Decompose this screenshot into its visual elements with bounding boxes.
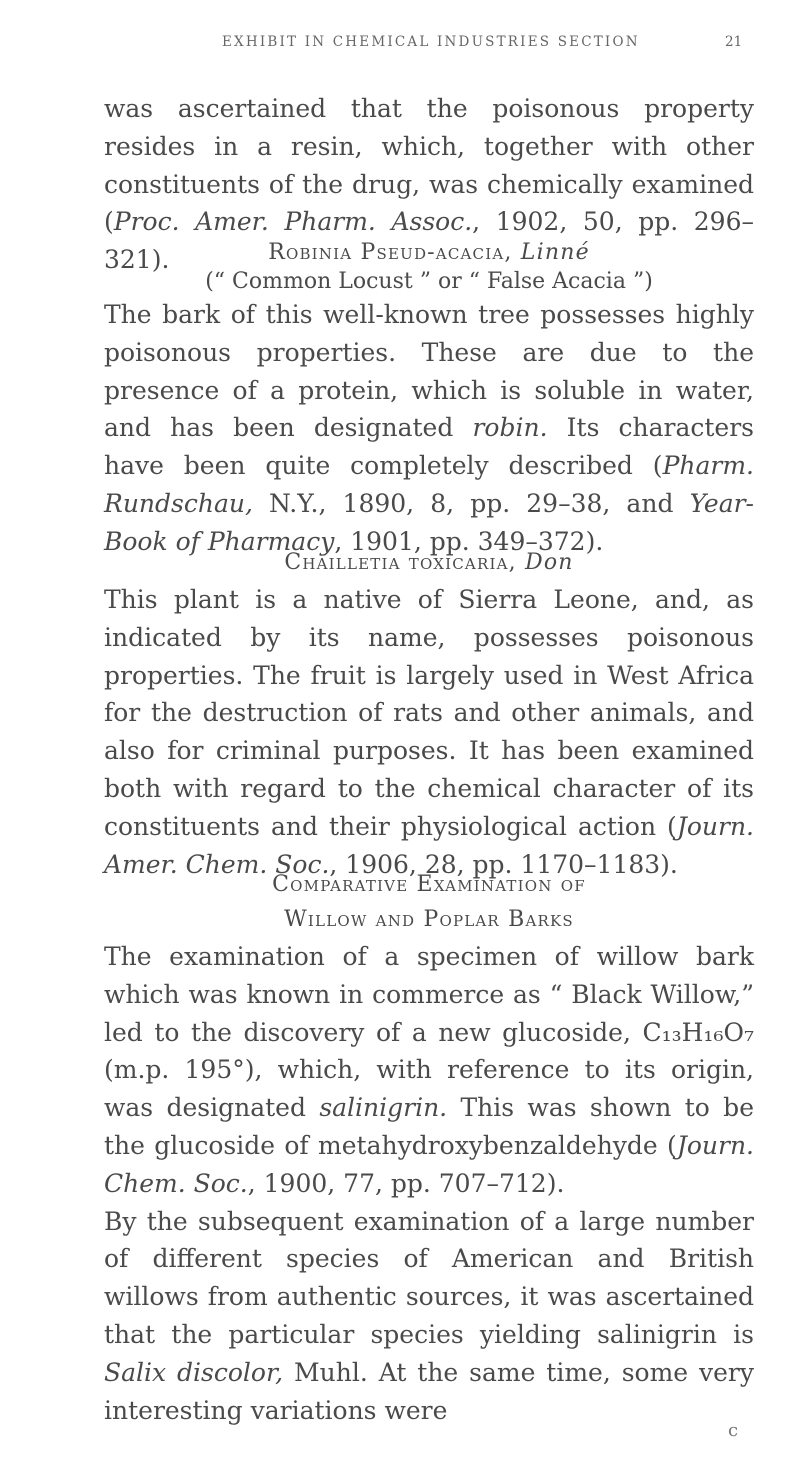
running-title: EXHIBIT IN CHEMICAL INDUSTRIES SECTION xyxy=(222,34,640,50)
citation: Proc. Amer. Pharm. Assoc. xyxy=(113,207,473,237)
page-number: 21 xyxy=(725,34,743,50)
running-header xyxy=(0,0,800,60)
paragraph-text: was ascertained that the poisonous property resides in a resin, which, together with other constituents of the drug, was chemically examined (Proc. Amer. Pharm. Assoc., 1902, 50, pp. 296–321). xyxy=(104,94,754,275)
section-willow-poplar xyxy=(104,872,754,1429)
section-body: This plant is a native of Sierra Leone, and, as indicated by its name, possesses poisonous properties. The fruit is largely used in West Africa for the destruction of rats and other animals, and also for criminal purposes. It has been examined both with regard to the chemical character of its constituents and their physiological action (Journ. Amer. Chem. Soc., 1906, 28, pp. 1170–1183). xyxy=(104,585,754,879)
section-chailletia xyxy=(104,550,754,883)
section-body: The examination of a specimen of willow bark which was known in commerce as “ Black Willow,” led to the discovery of a new glucoside, C₁₃H₁₆O₇ (m.p. 195°), which, with reference to its origin, was designated salinigrin. This was shown to be the glucoside of metahydroxybenzaldehyde (Journ. Chem. Soc., 1900, 77, pp. 707–712). xyxy=(104,942,754,1198)
section-heading-line2: Willow and Poplar Barks xyxy=(284,907,574,932)
section-heading-line1: Comparative Examination of xyxy=(272,872,586,897)
signature-mark: c xyxy=(728,1420,739,1441)
section-subtitle: (“ Common Locust ” or “ False Acacia ”) xyxy=(205,269,653,294)
section-heading: Robinia Pseud-acacia, Linné xyxy=(268,240,590,265)
section-robinia xyxy=(104,240,754,561)
section-heading: Chailletia toxicaria, Don xyxy=(284,550,574,575)
section-body-continued: By the subsequent examination of a large number of different species of American and British willows from authentic sources, it was ascertained that the particular species yielding salinigrin is Salix discolor, Muhl. At the same time, some very interesting variations were xyxy=(104,1206,754,1425)
section-body: The bark of this well-known tree possesses highly poisonous properties. These are due to the presence of a protein, which is soluble in water, and has been designated robin. Its characters have been quite completely described (Pharm. Rundschau, N.Y., 1890, 8, pp. 29–38, and Year-Book of Pharmacy, 1901, pp. 349–372). xyxy=(104,300,754,556)
